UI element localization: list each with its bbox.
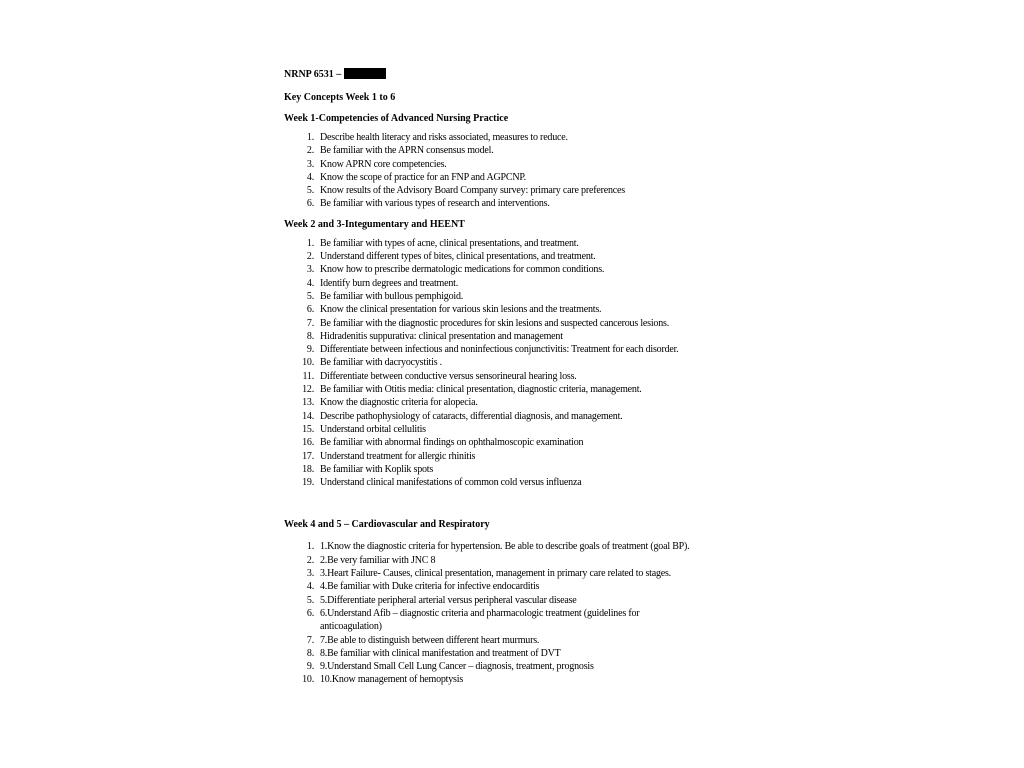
section-heading: Week 2 and 3-Integumentary and HEENT <box>284 218 465 230</box>
list-item: 9. 9.Understand Small Cell Lung Cancer – diagnosis, treatment, prognosis <box>306 661 594 673</box>
list-item: 18. Be familiar with Koplik spots <box>302 463 434 475</box>
concept-list <box>284 540 754 686</box>
list-item: 5. 5.Differentiate peripheral arterial versus peripheral vascular disease <box>306 594 577 606</box>
concept-list <box>284 237 754 490</box>
list-item: 1. 1.Know the diagnostic criteria for hypertension. Be able to describe goals of treatment (goal BP). <box>306 541 690 553</box>
list-item: 2. 2.Be very familiar with JNC 8 <box>306 554 436 566</box>
list-item: 4. Identify burn degrees and treatment. <box>306 277 459 289</box>
section-week-2-3 <box>284 218 754 490</box>
list-item: 4. Know the scope of practice for an FNP and AGPCNP. <box>306 171 526 183</box>
list-item: 5. Be familiar with bullous pemphigoid. <box>306 290 464 302</box>
list-item: 12. Be familiar with Otitis media: clinical presentation, diagnostic criteria, management. <box>302 384 642 396</box>
concept-list <box>284 131 754 211</box>
list-item: 10. 10.Know management of hemoptysis <box>302 674 464 686</box>
redaction-block <box>344 68 386 79</box>
list-item: 7. Be familiar with the diagnostic procedures for skin lesions and suspected cancerous lesions. <box>306 317 670 329</box>
list-item: 1. Be familiar with types of acne, clinical presentations, and treatment. <box>306 237 579 249</box>
list-item: 3. Know how to prescribe dermatologic medications for common conditions. <box>306 264 605 276</box>
list-item: 6. 6.Understand Afib – diagnostic criteria and pharmacologic treatment (guidelines for anticoagulation) <box>306 607 640 633</box>
list-item: 1. Describe health literacy and risks associated, measures to reduce. <box>306 132 568 143</box>
list-item: 15. Understand orbital cellulitis <box>302 423 426 435</box>
list-item: 6. Know the clinical presentation for various skin lesions and the treatments. <box>306 304 602 316</box>
section-week-1 <box>284 112 754 211</box>
list-item: 5. Know results of the Advisory Board Company survey: primary care preferences <box>306 185 625 197</box>
document-page <box>284 68 754 687</box>
list-item: 3. Know APRN core competencies. <box>306 158 447 170</box>
list-item: 9. Differentiate between infectious and noninfectious conjunctivitis: Treatment for each disorder. <box>306 344 679 356</box>
list-item: 17. Understand treatment for allergic rhinitis <box>302 450 476 462</box>
list-item: 8. 8.Be familiar with clinical manifestation and treatment of DVT <box>306 647 561 659</box>
document-title: Key Concepts Week 1 to 6 <box>284 92 396 103</box>
list-item: 19. Understand clinical manifestations of common cold versus influenza <box>302 477 582 489</box>
course-code: NRNP 6531 – <box>284 69 342 80</box>
list-item: 10. Be familiar with dacryocystitis . <box>302 357 442 369</box>
list-item: 14. Describe pathophysiology of cataracts, differential diagnosis, and management. <box>302 410 623 422</box>
list-item: 6. Be familiar with various types of research and interventions. <box>306 198 550 210</box>
list-item: 3. 3.Heart Failure- Causes, clinical presentation, management in primary care related to stages. <box>306 568 671 580</box>
list-item: 7. 7.Be able to distinguish between different heart murmurs. <box>306 634 540 646</box>
section-heading: Week 1-Competencies of Advanced Nursing Practice <box>284 113 509 124</box>
section-heading: Week 4 and 5 – Cardiovascular and Respiratory <box>284 519 490 531</box>
list-item: 2. Be familiar with the APRN consensus model. <box>306 145 494 157</box>
list-item: 13. Know the diagnostic criteria for alopecia. <box>302 397 478 409</box>
list-item: 11. Differentiate between conductive versus sensorineural hearing loss. <box>302 370 577 382</box>
section-week-4-5 <box>284 518 754 686</box>
list-item: 2. Understand different types of bites, clinical presentations, and treatment. <box>306 251 596 263</box>
list-item: 4. 4.Be familiar with Duke criteria for infective endocarditis <box>306 581 540 593</box>
list-item: 16. Be familiar with abnormal findings on ophthalmoscopic examination <box>302 437 584 449</box>
course-code-line <box>284 68 754 82</box>
list-item: 8. Hidradenitis suppurativa: clinical presentation and management <box>306 330 563 342</box>
